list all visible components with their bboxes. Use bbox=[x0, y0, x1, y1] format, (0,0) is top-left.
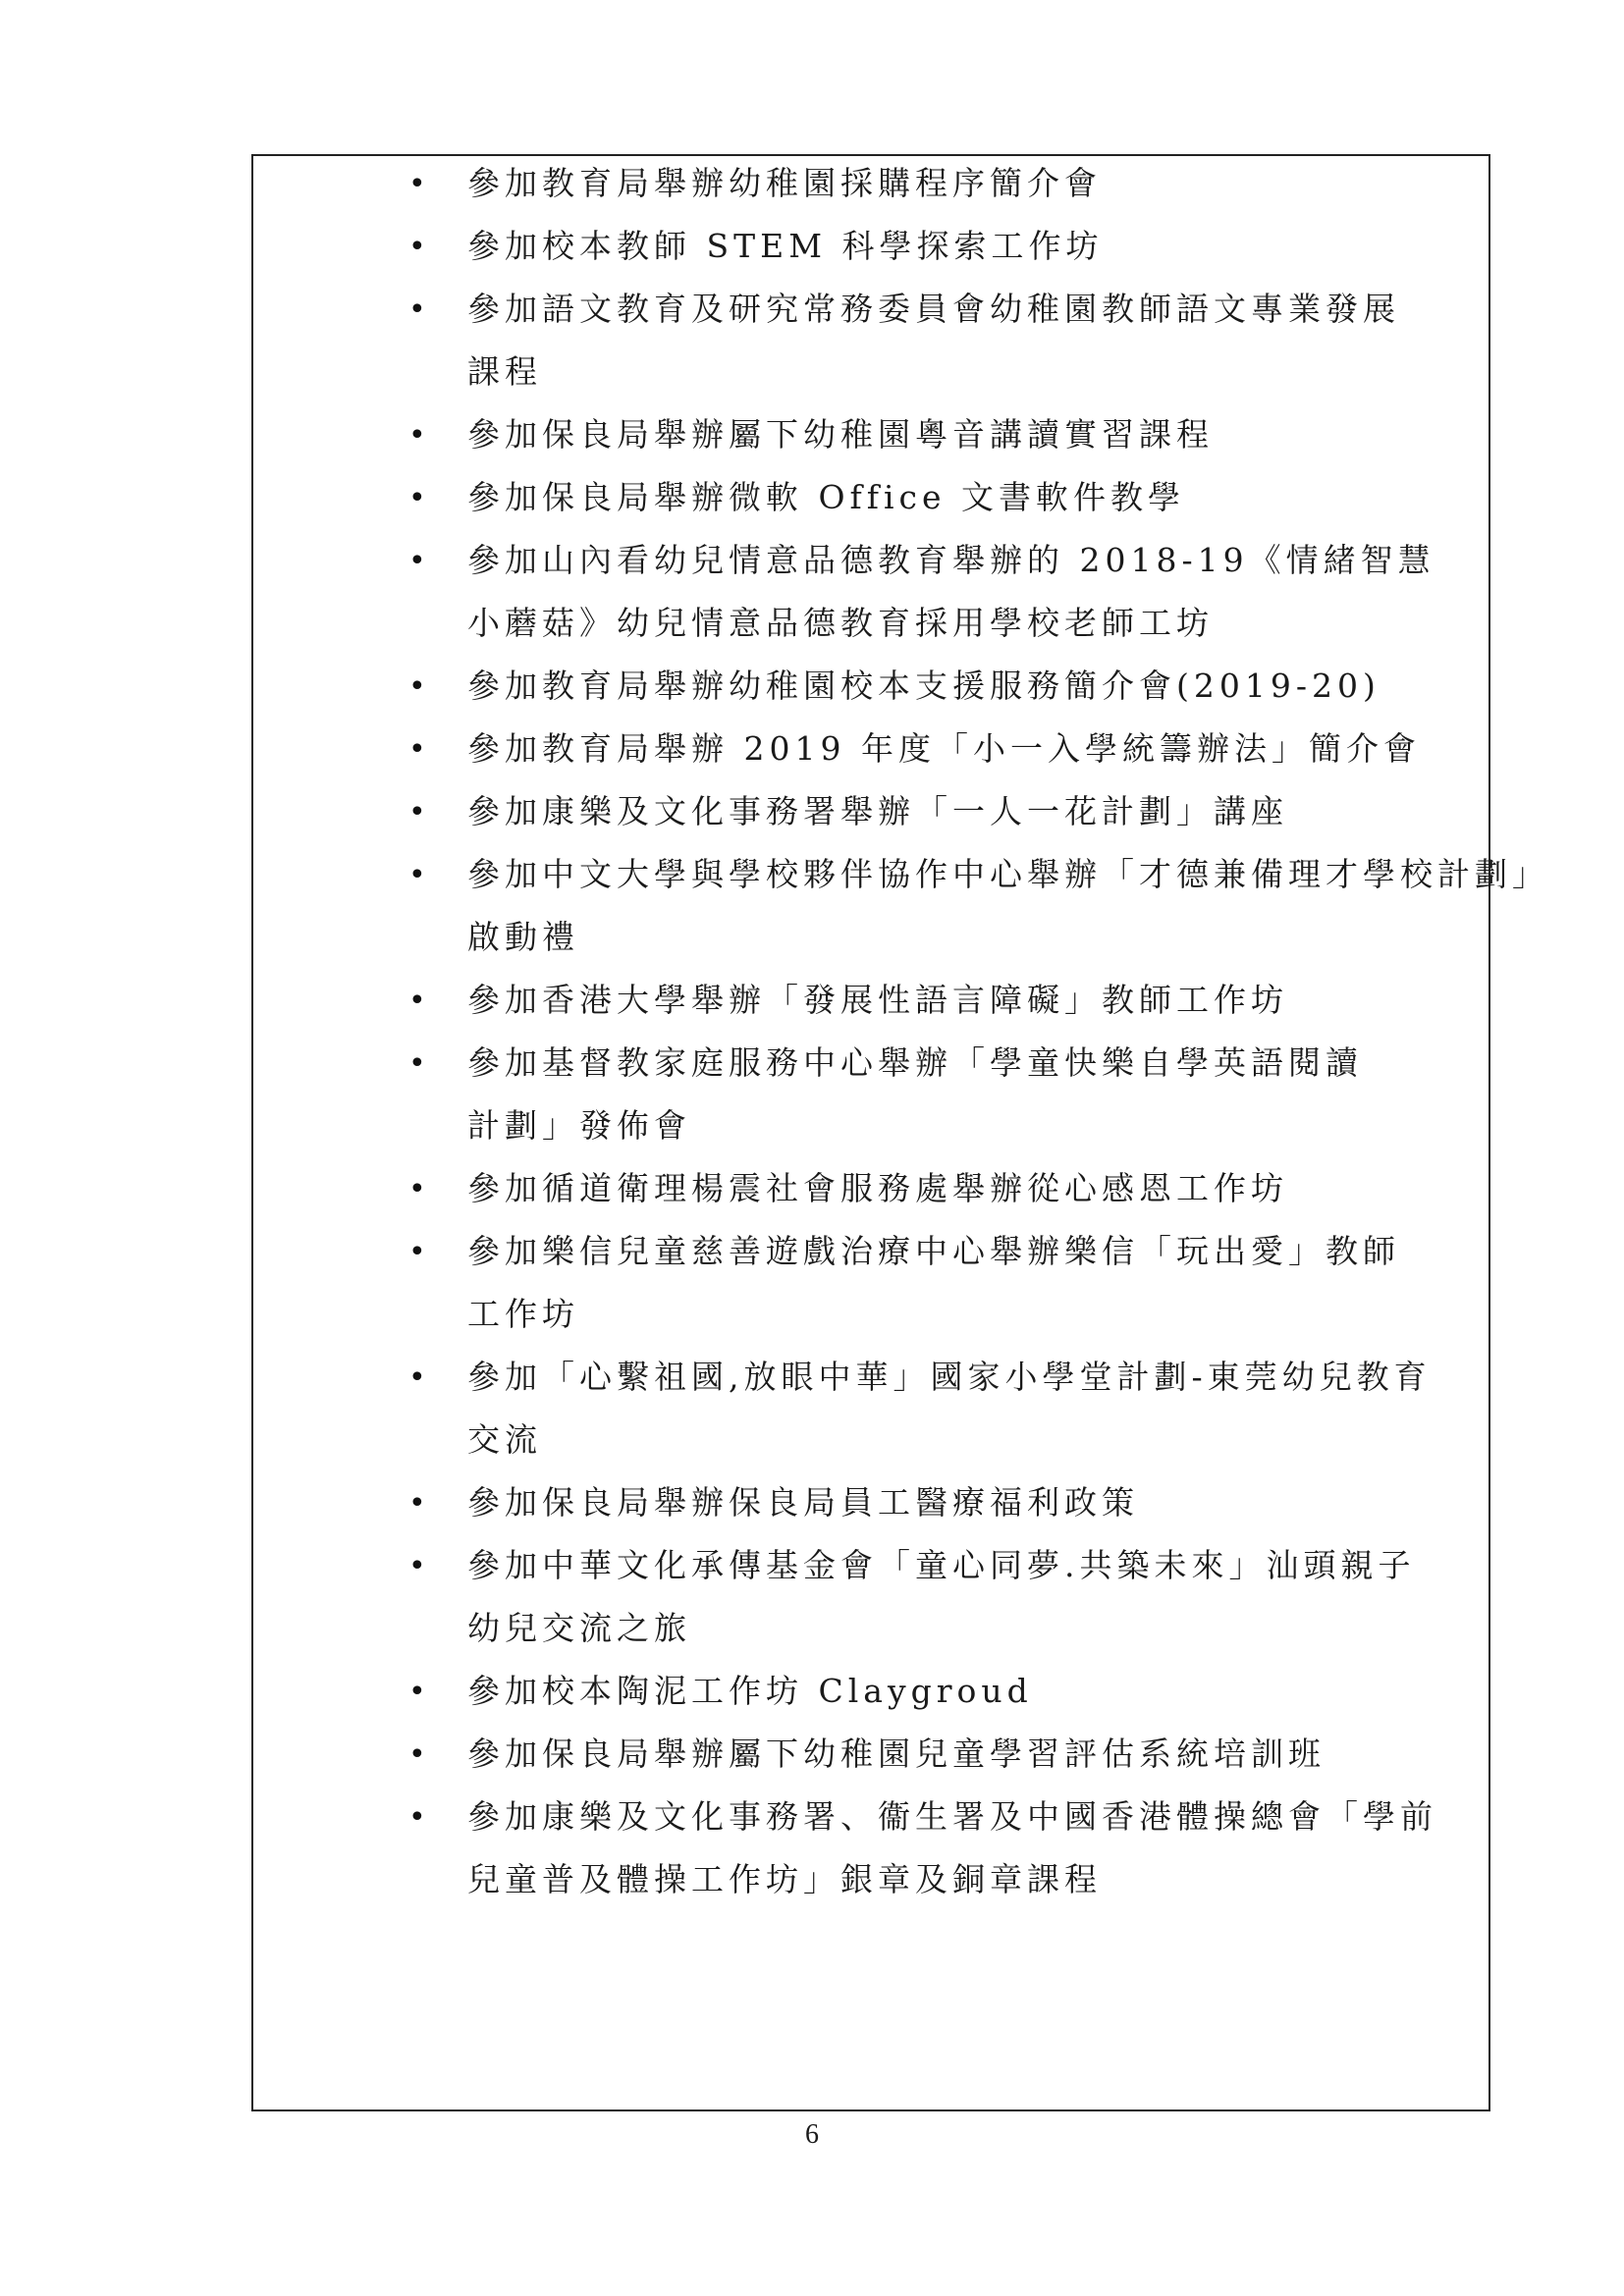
bullet-icon: • bbox=[408, 1361, 426, 1395]
bullet-icon: • bbox=[408, 481, 426, 515]
list-item-text: 參加語文教育及研究常務委員會幼稚園教師語文專業發展 bbox=[467, 290, 1400, 328]
bullet-icon: • bbox=[408, 293, 426, 327]
list-item-text: 課程 bbox=[467, 352, 542, 391]
list-item-text: 工作坊 bbox=[467, 1295, 579, 1333]
list-item-text: 計劃」發佈會 bbox=[467, 1106, 691, 1145]
list-item-text: 參加教育局舉辦幼稚園校本支援服務簡介會(2019-20) bbox=[467, 667, 1380, 705]
bullet-icon: • bbox=[408, 1549, 426, 1583]
list-item-text: 參加康樂及文化事務署、衞生署及中國香港體操總會「學前 bbox=[467, 1797, 1437, 1836]
list-item-text: 參加中華文化承傳基金會「童心同夢.共築未來」汕頭親子 bbox=[467, 1546, 1416, 1584]
bullet-icon: • bbox=[408, 1486, 426, 1521]
list-item-text: 參加保良局舉辦屬下幼稚園粵音講讀實習課程 bbox=[467, 415, 1214, 454]
page-number: 6 bbox=[805, 2119, 819, 2150]
list-item-text: 參加山內看幼兒情意品德教育舉辦的 2018-19《情緒智慧 bbox=[467, 541, 1435, 579]
list-item-text: 參加香港大學舉辦「發展性語言障礙」教師工作坊 bbox=[467, 981, 1288, 1019]
list-item-text: 參加教育局舉辦幼稚園採購程序簡介會 bbox=[467, 164, 1102, 202]
bullet-icon: • bbox=[408, 858, 426, 892]
list-item-text: 參加保良局舉辦保良局員工醫療福利政策 bbox=[467, 1483, 1139, 1522]
bullet-icon: • bbox=[408, 230, 426, 264]
list-item-text: 參加校本教師 STEM 科學探索工作坊 bbox=[467, 227, 1104, 265]
bullet-icon: • bbox=[408, 1800, 426, 1835]
list-item-text: 參加中文大學與學校夥伴協作中心舉辦「才德兼備理才學校計劃」 bbox=[467, 855, 1549, 893]
list-item-text: 小蘑菇》幼兒情意品德教育採用學校老師工坊 bbox=[467, 604, 1214, 642]
list-item-text: 參加循道衛理楊震社會服務處舉辦從心感恩工作坊 bbox=[467, 1169, 1288, 1207]
list-item-text: 幼兒交流之旅 bbox=[467, 1609, 691, 1647]
bullet-icon: • bbox=[408, 669, 426, 704]
list-item-text: 參加樂信兒童慈善遊戲治療中心舉辦樂信「玩出愛」教師 bbox=[467, 1232, 1400, 1270]
bullet-icon: • bbox=[408, 1172, 426, 1206]
bullet-icon: • bbox=[408, 1046, 426, 1081]
list-item-text: 參加基督教家庭服務中心舉辦「學童快樂自學英語閱讀 bbox=[467, 1043, 1363, 1082]
bullet-icon: • bbox=[408, 544, 426, 578]
bullet-icon: • bbox=[408, 1675, 426, 1709]
list-item-text: 參加校本陶泥工作坊 Claygroud bbox=[467, 1672, 1033, 1710]
list-item-text: 參加教育局舉辦 2019 年度「小一入學統籌辦法」簡介會 bbox=[467, 729, 1421, 768]
bullet-icon: • bbox=[408, 795, 426, 829]
list-item-text: 參加保良局舉辦微軟 Office 文書軟件教學 bbox=[467, 478, 1186, 516]
list-item-text: 兒童普及體操工作坊」銀章及銅章課程 bbox=[467, 1860, 1102, 1898]
list-item-text: 參加康樂及文化事務署舉辦「一人一花計劃」講座 bbox=[467, 792, 1288, 830]
bullet-icon: • bbox=[408, 1235, 426, 1269]
bullet-icon: • bbox=[408, 732, 426, 767]
list-item-text: 啟動禮 bbox=[467, 918, 579, 956]
list-item-text: 交流 bbox=[467, 1420, 542, 1459]
bullet-icon: • bbox=[408, 418, 426, 453]
bullet-icon: • bbox=[408, 1737, 426, 1772]
list-item-text: 參加「心繫祖國,放眼中華」國家小學堂計劃-東莞幼兒教育 bbox=[467, 1358, 1432, 1396]
bullet-icon: • bbox=[408, 984, 426, 1018]
content-frame bbox=[251, 154, 1549, 2111]
list-item-text: 參加保良局舉辦屬下幼稚園兒童學習評估系統培訓班 bbox=[467, 1735, 1326, 1773]
bullet-icon: • bbox=[408, 167, 426, 201]
